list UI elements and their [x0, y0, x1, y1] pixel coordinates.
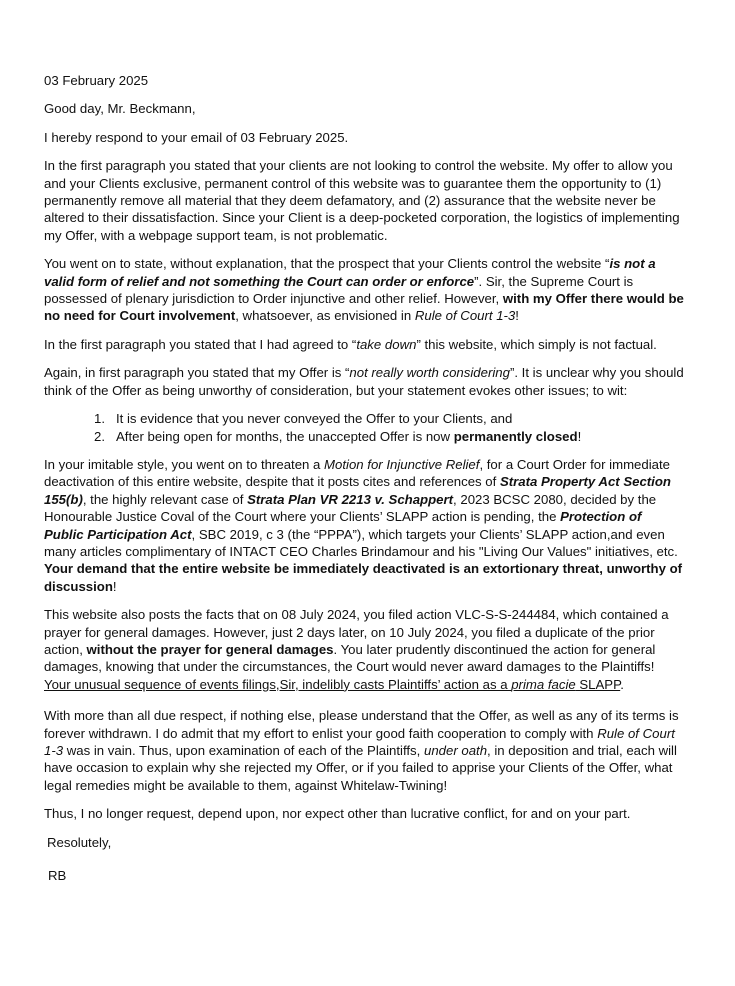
text-run: , whatsoever, as envisioned in	[235, 308, 415, 324]
letter-body	[44, 72, 684, 884]
statute-reference: Strata Property Act Section 155(b)	[44, 474, 671, 507]
list-item	[44, 428, 684, 445]
paragraph-website-control: In the first paragraph you stated that your clients are not looking to control the website. My offer to allow you and your Clients exclusive, permanent control of this website was to guarantee them the opportunity to (1) permanently remove all material that they deem defamatory, and (2) assurance that the website never be altered to their dissatisfaction. Since your Client is a deep-pocketed corporation, the logistics of implementing my Offer, with a webpage support team, is not problematic.	[44, 158, 680, 243]
issues-list	[44, 410, 684, 445]
text-run: In the first paragraph you stated that I had agreed to “	[44, 336, 357, 352]
salutation: Good day, Mr. Beckmann,	[44, 101, 196, 117]
quote-italic: not really worth considering	[349, 365, 510, 381]
statute-reference: Protection of Public Participation Act	[44, 509, 642, 542]
text-run: !	[112, 578, 117, 594]
text-run: , for a Court Order for immediate deactivation of this entire website, despite that it posts cites and references of	[44, 456, 670, 490]
latin-term: prima facie	[511, 676, 576, 692]
text-run: You went on to state, without explanation, that the prospect that your Clients control the website “	[44, 256, 610, 272]
bold-emphasis: permanently closed	[453, 428, 578, 444]
motion-reference: Motion for Injunctive Relief	[324, 456, 480, 472]
bold-emphasis: without the prayer for general damages	[86, 641, 334, 657]
text-run: , SBC 2019, c 3 (the “PPPA”), which targets your Clients’ SLAPP action,and even many articles complimentary of INTACT CEO Charles Brindamour and his "Living Our Values" initiatives, etc.	[44, 526, 678, 559]
list-item	[44, 410, 684, 427]
text-run: With more than all due respect, if nothing else, please understand that the Offer, as well as any of its terms is forever withdrawn. I do admit that my effort to enlist your good faith cooperation to comply with	[44, 708, 679, 741]
rule-reference: Rule of Court 1-3	[414, 308, 516, 324]
text-run: Again, in first paragraph you stated that my Offer is “	[44, 365, 350, 381]
list-number: 2.	[94, 428, 105, 444]
text-run: , in deposition and trial, each will have occasion to explain why she rejected my Offer, or if you failed to apprise your Clients of the Offer, what legal remedies might be available to them, against Whitelaw-Twining!	[44, 743, 677, 793]
text-run: was in vain. Thus, upon examination of each of the Plaintiffs,	[63, 743, 424, 758]
signature: RB	[48, 868, 67, 884]
intro-paragraph: I hereby respond to your email of 03 February 2025.	[44, 129, 349, 145]
text-run: , the highly relevant case of	[82, 491, 248, 507]
paragraph-conclusion: Thus, I no longer request, depend upon, nor expect other than lucrative conflict, for and on your part.	[44, 806, 631, 822]
text-run: ”. It is unclear why you should think of the Offer as being unworthy of consideration, but your statement evokes other issues; to wit:	[44, 365, 684, 398]
text-run: . You later prudently discontinued the action for general damages, knowing that under the circumstances, the Court would never award damages to the Plaintiffs!	[44, 641, 656, 675]
list-text: !	[577, 428, 582, 444]
text-run: !	[515, 308, 519, 324]
text-run: In your imitable style, you went on to threaten a	[44, 456, 325, 472]
case-reference: Strata Plan VR 2213 v. Schappert	[247, 491, 454, 507]
italic-term: under oath	[423, 743, 488, 758]
paragraph-damages	[44, 606, 684, 693]
letter-date: 03 February 2025	[44, 73, 149, 88]
paragraph-worth-considering	[44, 364, 684, 399]
text-run: ”. Sir, the Supreme Court is possessed of plenary jurisdiction to Order injunctive and other relief. However,	[44, 273, 634, 307]
text-run: ” this website, which simply is not factual.	[416, 336, 657, 352]
rule-reference: Rule of Court 1-3	[44, 725, 675, 758]
underlined-statement	[44, 677, 620, 692]
bold-emphasis: with my Offer there would be no need for Court involvement	[44, 291, 684, 324]
paragraph-take-down	[44, 336, 684, 353]
text-run: This website also posts the facts that on 08 July 2024, you filed action VLC-S-S-244484, which contained a prayer for general damages. However, just 2 days later, on 10 July 2024, you filed a duplicate of the prior action,	[44, 607, 669, 657]
text-run: Your unusual sequence of events filings,Sir, indelibly casts Plaintiffs’ action as a	[44, 676, 512, 692]
quote-emphasis: is not a valid form of relief and not something the Court can order or enforce	[44, 256, 656, 289]
text-run: .	[620, 676, 624, 692]
bold-emphasis: Your demand that the entire website be immediately deactivated is an extortionary threat, unworthy of discussion	[44, 561, 683, 594]
text-run: SLAPP	[575, 676, 621, 692]
paragraph-valid-relief	[44, 255, 684, 325]
closing-line: Resolutely,	[47, 834, 112, 850]
paragraph-injunctive-relief	[44, 456, 684, 595]
quote-italic: take down	[356, 336, 417, 352]
list-text: It is evidence that you never conveyed the Offer to your Clients, and	[116, 411, 513, 427]
list-number: 1.	[94, 411, 105, 427]
paragraph-offer-withdrawn	[44, 707, 684, 794]
text-run: , 2023 BCSC 2080, decided by the Honourable Justice Coval of the Court where your Clients’ SLAPP action is pending, the	[44, 491, 657, 525]
list-text: After being open for months, the unaccepted Offer is now	[116, 428, 454, 444]
